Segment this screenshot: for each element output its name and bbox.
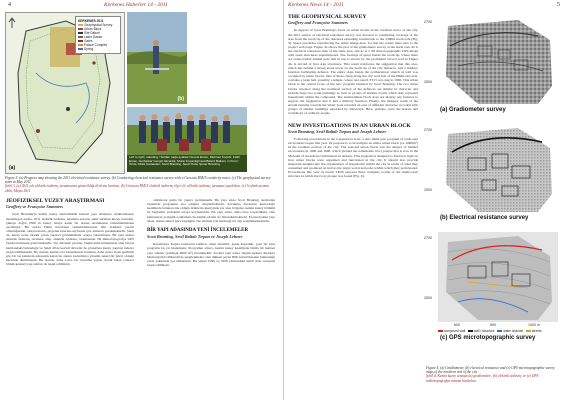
team-photo-graphic bbox=[127, 107, 247, 157]
paragraph: In support of Scott Branting's focus on urban blocks in the northern sector of the city, the 2011 season of electrical resistance survey was devoted to completing coverage of the area from the north tip of the defences extending southwards to the 2300m north axis (Fig. 3). Space precludes reproducing the entire image here, for that the reader must turn to the project web page. Figure 4a shows the plot of the gradiometer survey at the north end, 4b is the electrical resistance map of the same area, and 4c is a 3D microtopographic GPS image with stone structures superimposed. The footings of space inside the north tip, where there are stone-walled animal pens still in use is shown by the prominent curved wall in Figure 4b, is devoid of Iron Age structures. This result reinforces the suggestion that this area, which lies behind a strong stone tower on the north tip of the city defences, had a military function facilitating defence. The entire slope inside the northernmost stretch of wall was occupied by urban blocks. One of these, lying along the city wall east of the 800m east axis, contains a large hall, possibly a temple, where test trench TT15 was dug in 1996. This urban block is the central focus of the new program initiated by Scott Branting. The two urban blocks revealed along the northeast section of the defences are similar in character and include large two-room buildings as well as groups of smaller rooms which may represent households within the compound. The northernmost block does not display any features to support the suggestion that it had a military function. Finally, the imagery south of the stream running towards the Water Gate revealed an area of different character crowded with groups of smaller buildings separated by alleyways. Here, perhaps, were the houses and workshops of ordinary people. bbox=[288, 28, 418, 116]
panel-a-label: (a) Gradiometer survey bbox=[440, 107, 506, 113]
progress-map bbox=[5, 12, 125, 174]
gps-image bbox=[438, 232, 558, 322]
section-title-urban-block-tr: BİR YAPI ADASINDA YENİ İNCELEMELER bbox=[147, 227, 249, 233]
section-title-urban-block: NEW INVESTIGATIONS IN AN URBAN BLOCK bbox=[288, 122, 411, 129]
map-legend-item: Site Datum bbox=[78, 31, 118, 35]
panel-a-ytick: 2500 bbox=[424, 80, 432, 84]
team-photo bbox=[127, 107, 247, 172]
left-column-tr bbox=[6, 198, 134, 396]
panel-b-ytick: 2500 bbox=[424, 188, 432, 192]
running-header-right: Kerkenes News 14 - 2011 bbox=[288, 2, 344, 8]
figure-3-caption-tr: Şekil 3. (a) 2011 yılı elektrik özdirenç taramasının gösterildiği ilerleme haritası. (b) Geoscan RM15 elektrik özdirenç ölçer ile elektrik özdirenç taraması yapılırken. (c) Jeofizik tarama ekibi, Mayıs 2011. bbox=[5, 184, 269, 193]
panel-c-ytick: 2700 bbox=[424, 236, 432, 240]
survey-photo-graphic bbox=[127, 12, 187, 104]
right-column-tr bbox=[147, 198, 275, 396]
section-authors-geophysical-tr: Geoffrey ve Françoise Summers bbox=[6, 204, 64, 210]
figure-4-caption bbox=[426, 366, 560, 383]
panel-legend bbox=[438, 329, 560, 333]
panel-b-ytick: 2700 bbox=[424, 128, 432, 132]
figure-4-caption-tr: Şekil 4. Kentin kuzey ucunun (a) gradiometre, (b) elektrik özdirenç ve (c) GPS mikrotopografya tarama haritaları. bbox=[426, 374, 539, 383]
paragraph: Following excavations in the Cappadocia Gate, a new multi-year program of wide-area excavations began this year. Its purpose is to investigate an entire urban block (ca. 6000m²) in the northern portion of the city. The selected urban block was the subject of limited excavations in 1996 and 1998, which yielded the remarkable ivory plaque that is now in the Museum of Anatolian Civilizations in Ankara. This program is designed to find new light on how urban blocks were organized and functioned in the city. It should also provide important insights into the organization of households within the city in terms of what they consumed and produced as well as the larger social networks within which they participated. Excavations this year in trench TR29 exposed three complete rooms of the multi-room structure in which the ivory plaque was found (Fig. 9). bbox=[288, 137, 418, 179]
right-page bbox=[283, 0, 566, 400]
panel-b-label: (b) Electrical resistance survey bbox=[440, 215, 529, 221]
panel-c-xtick: 600 bbox=[454, 323, 460, 327]
paragraph: olabilecek geniş bir yapıyı içermektedir. Bu yapı adası Scott Branting tarafından başlatılan programın ana odağını oluşturmaktadır. Savunma duvarının kuzeydoğu kesiminde bulunan ılık olduğu ürünlerin kuzeyinde yer alan bölgeler, kentin kuzey bölümü ile bağlantılı yerleşimi ortaya koymaktadır. Bu yapı adası, daha önce kaydedilmiş olan kalıntıların yerleşim açıklaması ile küçük odaları da bulundurmaktadır. En kuzeydeki yapı adası, alanın askeri işlev taşıdığını öne sürmek için herhangi bir öğe sergilememektedir. bbox=[147, 198, 275, 223]
figure-3-caption-en: Figure 3. (a) Progress map showing the 2011 electrical resistance survey. (b) Conducting electrical resistance survey with a Geoscan RM15 resistivity meter. (c) The geophysical survey team in May 2011. bbox=[5, 176, 271, 185]
photo-panel-label: (b) bbox=[177, 96, 184, 102]
map-legend bbox=[75, 16, 121, 54]
page-number-right: 5 bbox=[557, 2, 560, 8]
map-legend-item: Geophysical Survey bbox=[78, 23, 118, 27]
paragraph: Scott Branting'in kentin kuzey sektöründeki kentsel yapı adalarına odaklanmasını destekleyen adana, 2011 elektrik özdirenç taraması sezonu, şehir surunun kuzey ucundan, güneye doğru 2300 m kuzey batıya kadar bir alanın taranmasını tamamlanmasına ayrılmıştır. Bu sırada bütün havalanın tamamlanmasının izin alanımız yeterli olmadığından, okuyucuların, projenin internet-sayfasına göz atmaları gerekmektedir. Şekil 4a, kuzey uzun ölçekli yanın yapıları görüntüsünde ortaya çıkarılmıştır. Bu aynı alanın elektrik özdirenç taraması olup, elektrik özdirenç taramasının 3D mikrotopografya GPS tarama haritasını göstermektedir. Tay dersinde yeralan, bugün halla kullanımda olan birçok harmandaki bulunduğu ve Şekil 4b'de kavisli duvarlar ile gösterilen kuzey yapıları rahatça tespit edilmektedir. Bu alanda, kentin orta kısımlarında bulunan, daha sonra alçak gerilimli göç bir taş kulelerin arkasında kalan bu alanın savunmaya yönelik askeri bir işlevi olduğu üzerinde durulmuştur. Bu alanda, daha sonra bir savunma yapısı olarak kalan yamaca bitişik kentsel yapı adaları da tespit edilmiştir. bbox=[6, 212, 134, 267]
map-panel-label: (a) bbox=[9, 165, 16, 171]
section-title-geophysical-tr: JEOFİZİKSEL YÜZEY ARAŞTIRMASI bbox=[6, 198, 105, 204]
legend-item: wall / structure bbox=[473, 329, 495, 333]
map-legend-item: Gates bbox=[78, 39, 118, 43]
gradiometer-image bbox=[438, 16, 558, 106]
resistance-panel bbox=[424, 122, 561, 228]
text-column-en bbox=[288, 14, 418, 398]
map-legend-item: Spring bbox=[78, 47, 118, 51]
section-title-geophysical: THE GEOPHYSICAL SURVEY bbox=[288, 14, 367, 20]
figure-4-caption-en: Figure 4. (a) Gradiometer, (b) electrical resistance and (c) GPS microtopographic survey maps of the northern end of the city. bbox=[426, 366, 555, 375]
panel-c-xtick: 800 bbox=[490, 323, 496, 327]
page-number-left: 4 bbox=[8, 2, 11, 8]
figure-3-caption bbox=[5, 176, 275, 193]
paragraph: Kapadokya Kapısı kazılarını takiben, uzun dönemli, geniş kapsamlı, yeni bir kazı programı bu yıl başlamıştır. Programın amacı, kentin kuzey kesiminde bütün bir kentsel yapı adasını (yaklaşık 6000 m²) incelemektir. Seçilen yapı adası, bugün Ankara Anadolu Medeniyetleri Müzesi'nde sergilenmekte olan dikkate şayan Hitit kabartmasının bulunduğu yerin yakınında yer almaktadır. Bu alanın 1996 ve 1998 yıllarındaki sınırlı kazı sırasında tespit edilmiştir. bbox=[147, 242, 275, 268]
map-legend-item: Palace Complex bbox=[78, 43, 118, 47]
legend-item: compound wall bbox=[443, 329, 466, 333]
legend-item: streets bbox=[531, 329, 542, 333]
team-photo-caption: Left to right, standing / Soldan sağa ayaktar Nevzat Ercan, Mehmet Koçköt, Fatih Ercan, Gurbetkar Cengiz Akcantik, Murat Koçarıkgil and Bülent Balkan; in front / Önde: Dilek Karaaslan, Scott Branting, Şeref Kuta, Şenar Branting. bbox=[127, 155, 247, 172]
survey-photo bbox=[127, 12, 187, 104]
panel-c-xtick: 1000 m bbox=[528, 323, 540, 327]
section-authors-geophysical: Geoffrey and Françoise Summers bbox=[288, 20, 348, 26]
panel-c-label: (c) GPS microtopographic survey bbox=[440, 335, 536, 341]
resistance-image bbox=[438, 124, 558, 214]
panel-c-ytick: 2500 bbox=[424, 296, 432, 300]
panel-a-ytick: 2700 bbox=[424, 20, 432, 24]
map-legend-title: KERKENES 2011 bbox=[78, 19, 104, 23]
map-legend-item: Urban Block bbox=[78, 27, 118, 31]
section-authors-urban-block-tr: Scott Branting, Sevil Baltalı Tırpan ve Joseph Lehner bbox=[147, 234, 243, 240]
gps-panel bbox=[424, 230, 561, 358]
gradiometer-panel bbox=[424, 14, 561, 120]
section-authors-urban-block: Scott Branting, Sevil Baltalı Tırpan and Joseph Lehner bbox=[288, 128, 387, 134]
map-legend-item: Laser Datum bbox=[78, 35, 118, 39]
running-header-left: Kerkenes Haberler 14 - 2011 bbox=[104, 2, 169, 8]
legend-item: water channel bbox=[503, 329, 524, 333]
